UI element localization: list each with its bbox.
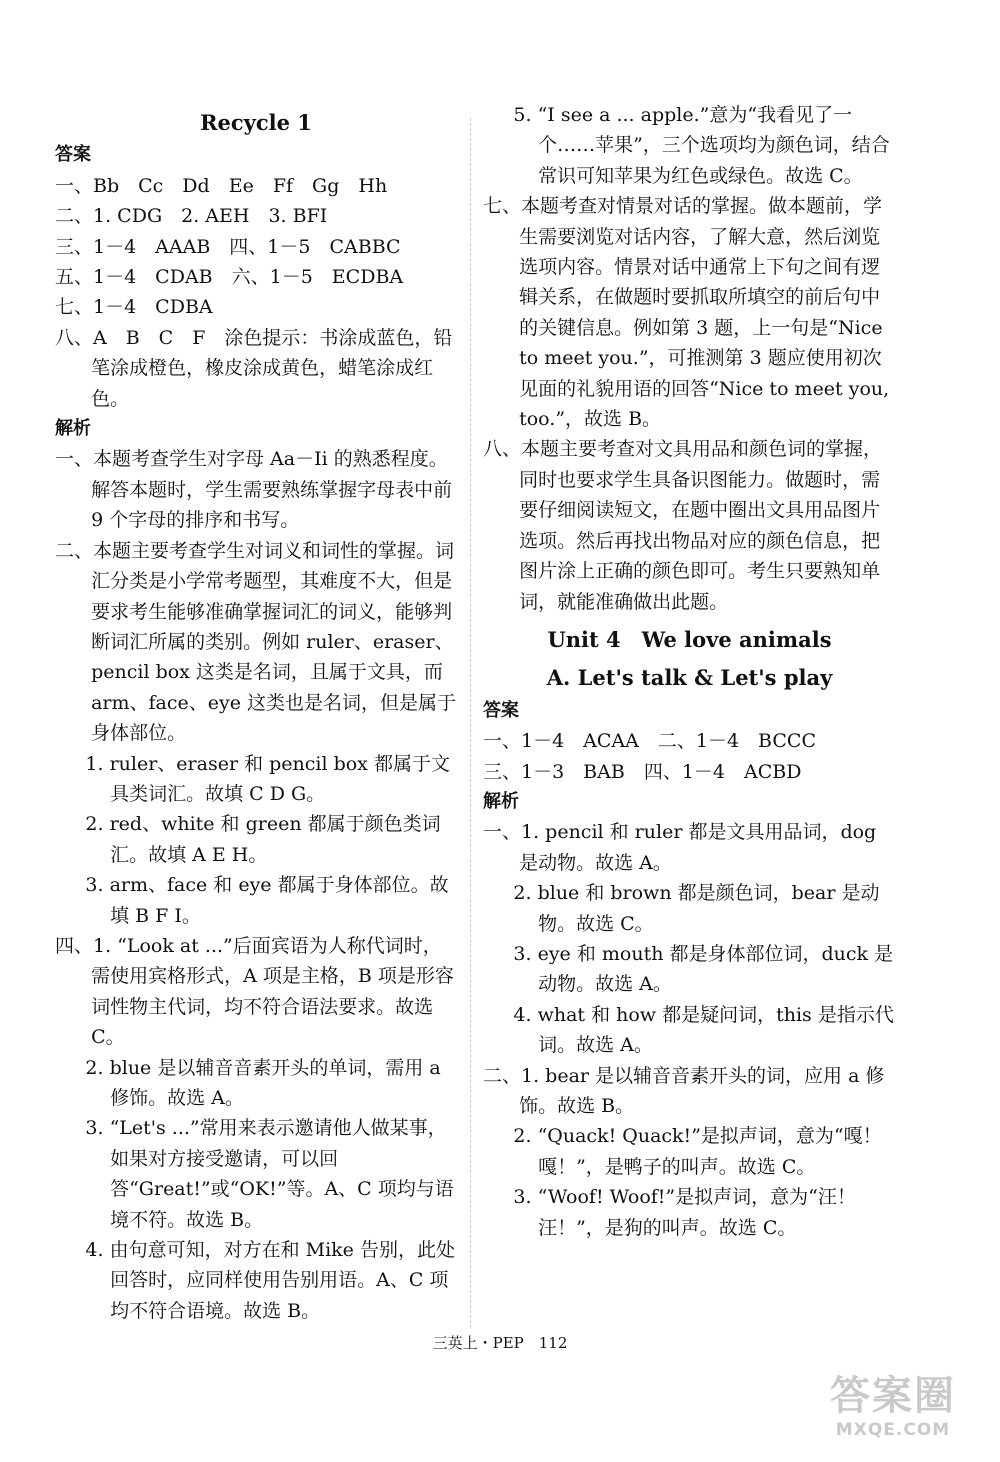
continued-analysis (483, 100, 896, 617)
analysis-paragraph: 2. “Quack! Quack!”是拟声词，意为“嘎！嘎！”，是鸭子的叫声。故选 C。 (513, 1125, 882, 1178)
analysis-paragraph: 5. “I see a ... apple.”意为“我看见了一个……苹果”，三个选项均为颜色词，结合常识可知苹果为红色或绿色。故选 C。 (513, 104, 890, 187)
answers-heading: 答案 (483, 699, 519, 721)
analysis-paragraph: 二、1. bear 是以辅音音素开头的词，应用 a 修饰。故选 B。 (483, 1064, 885, 1117)
analysis-paragraph: 3. arm、face 和 eye 都属于身体部位。故填 B F I。 (85, 874, 449, 927)
analysis-paragraph: 1. ruler、eraser 和 pencil box 都属于文具类词汇。故填 C D G。 (85, 752, 450, 805)
analysis-paragraph: 七、本题考查对情景对话的掌握。做本题前，学生需要浏览对话内容，了解大意，然后浏览选项内容。情景对话中通常上下句之间有逻辑关系，在做题时要抓取所填空的前后句中的关键信息。例如第 3 题，上一句是“Nice to meet you.”，可推测第 3 题应使用初次见面的礼貌用语的回答“Nice to meet you, too.”，故选 B。 (483, 195, 890, 431)
watermark-url: MXQE.COM (835, 1420, 951, 1440)
answer-line: 八、A B C F 涂色提示：书涂成蓝色，铅笔涂成橙色，橡皮涂成黄色，蜡笔涂成红色。 (55, 326, 453, 410)
analysis-paragraph: 4. what 和 how 都是疑问词，this 是指示代词。故选 A。 (513, 1003, 894, 1057)
answer-line: 三、1－4 AAAB 四、1－5 CABBC (55, 235, 401, 258)
answer-line: 二、1. CDG 2. AEH 3. BFI (55, 205, 328, 228)
watermark-text: 答案圈 (830, 1373, 956, 1419)
answer-line: 一、1－4 ACAA 二、1－4 BCCC (483, 730, 816, 753)
answers-list-right (483, 726, 896, 787)
answer-line: 一、Bb Cc Dd Ee Ff Gg Hh (55, 174, 388, 197)
unit-title: Unit 4 We love animals (547, 626, 832, 652)
analysis-paragraph: 二、本题主要考查学生对词义和词性的掌握。词汇分类是小学常考题型，其难度不大，但是要求考生能够准确掌握词汇的词义，能够判断词汇所属的类别。例如 ruler、eraser、pencil box 这类是名词，且属于文具，而 arm、face、eye 这类也是名词，但是属于身体部位。 (55, 539, 457, 745)
analysis-paragraph: 3. “Let's ...”常用来表示邀请他人做某事，如果对方接受邀请，可以回答“Great!”或“OK!”等。A、C 项均与语境不符。故选 B。 (85, 1117, 454, 1231)
watermark-logo (798, 1372, 988, 1452)
analysis-paragraph: 2. blue 和 brown 都是颜色词，bear 是动物。故选 C。 (513, 882, 880, 935)
analysis-paragraph: 一、本题考查学生对字母 Aa－Ii 的熟悉程度。解答本题时，学生需要熟练掌握字母表中前 9 个字母的排序和书写。 (55, 448, 453, 532)
analysis-list-left (55, 444, 457, 1326)
answers-list-left (55, 171, 457, 414)
column-divider (470, 118, 471, 1328)
analysis-paragraph: 四、1. “Look at ...”后面宾语为人称代词时，需使用宾格形式，A 项是主格，B 项是形容词性物主代词，均不符合语法要求。故选 C。 (55, 934, 454, 1049)
answer-line: 三、1－3 BAB 四、1－4 ACBD (483, 760, 802, 783)
analysis-paragraph: 2. red、white 和 green 都属于颜色类词汇。故填 A E H。 (85, 813, 441, 866)
analysis-paragraph: 八、本题主要考查对文具用品和颜色词的掌握，同时也要求学生具备识图能力。做题时，需要仔细阅读短文，在题中圈出文具用品图片选项。然后再找出物品对应的颜色信息，把图片涂上正确的颜色即可。考生只要熟知单词，就能准确做出此题。 (483, 438, 883, 613)
answers-heading: 答案 (55, 144, 91, 166)
answer-line: 五、1－4 CDAB 六、1－5 ECDBA (55, 266, 404, 289)
analysis-heading: 解析 (55, 418, 91, 440)
answer-line: 七、1－4 CDBA (55, 296, 213, 319)
analysis-paragraph: 一、1. pencil 和 ruler 都是文具用品词，dog 是动物。故选 A。 (483, 821, 877, 874)
page-footer: 三英上・PEP 112 (432, 1334, 568, 1352)
left-column (55, 100, 457, 1326)
lesson-title: A. Let's talk & Let's play (546, 665, 833, 691)
analysis-list-right (483, 817, 896, 1243)
section-title-recycle: Recycle 1 (200, 110, 312, 135)
analysis-paragraph: 3. eye 和 mouth 都是身体部位词，duck 是动物。故选 A。 (513, 942, 894, 996)
analysis-paragraph: 2. blue 是以辅音音素开头的单词，需用 a 修饰。故选 A。 (85, 1056, 441, 1109)
analysis-heading: 解析 (483, 790, 519, 812)
analysis-paragraph: 4. 由句意可知，对方在和 Mike 告别，此处回答时，应同样使用告别用语。A、C 项均不符合语境。故选 B。 (85, 1239, 455, 1322)
analysis-paragraph: 3. “Woof! Woof!”是拟声词，意为“汪！汪！”，是狗的叫声。故选 C。 (513, 1186, 856, 1239)
right-column (483, 100, 896, 1243)
